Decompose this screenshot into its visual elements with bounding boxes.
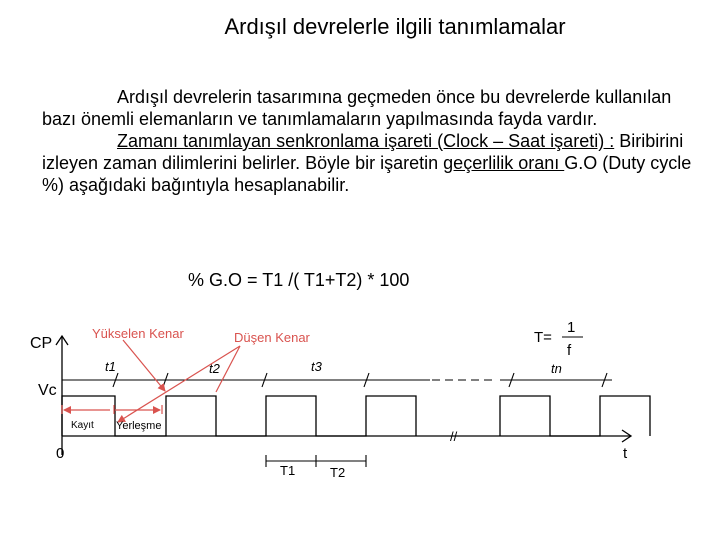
period-label: T= — [534, 329, 552, 346]
falling-edge-label: Düşen Kenar — [234, 330, 310, 345]
t2-duration-label: T2 — [330, 465, 346, 480]
vc-axis-label: Vc — [38, 382, 57, 399]
paragraph-intro-text: Ardışıl devrelerin tasarımına geçmeden önce bu devrelerde kullanılan bazı önemli elemanların ve tanımlamaların yapılmasında fayda vardır. — [42, 87, 672, 129]
slide-title: Ardışıl devrelerle ilgili tanımlamalar — [224, 14, 566, 39]
rising-edge-label: Yükselen Kenar — [92, 326, 184, 341]
duty-cycle-term: geçerlilik oranı — [443, 153, 565, 173]
cp-axis-label: CP — [30, 335, 53, 352]
hold-label: Yerleşme — [116, 420, 162, 432]
clock-heading: Zamanı tanımlayan senkronlama işareti (Clock – Saat işareti) : — [117, 131, 615, 151]
t1-period-label: t1 — [105, 359, 116, 374]
time-axis-label: t — [623, 445, 628, 462]
duty-cycle-formula: % G.O = T1 /( T1+T2) * 100 — [188, 270, 410, 290]
clock-text-b: G.O (Duty cycle %) aşağıdaki bağıntıyla hesaplanabilir. — [42, 153, 692, 195]
origin-label: 0 — [56, 445, 65, 462]
clock-text-a: Biribirini izleyen zaman dilimlerini belirler. Böyle bir işaretin — [42, 131, 684, 173]
setup-label: Kayıt — [71, 420, 94, 431]
t3-period-label: t3 — [311, 359, 322, 374]
tn-period-label: tn — [551, 361, 562, 376]
axis-break-mark: // — [450, 429, 458, 444]
rising-edge-pointer — [123, 340, 165, 391]
period-denominator: f — [567, 342, 572, 359]
t2-period-label: t2 — [209, 361, 220, 376]
t1-duration-label: T1 — [280, 463, 296, 478]
period-numerator: 1 — [567, 319, 576, 336]
